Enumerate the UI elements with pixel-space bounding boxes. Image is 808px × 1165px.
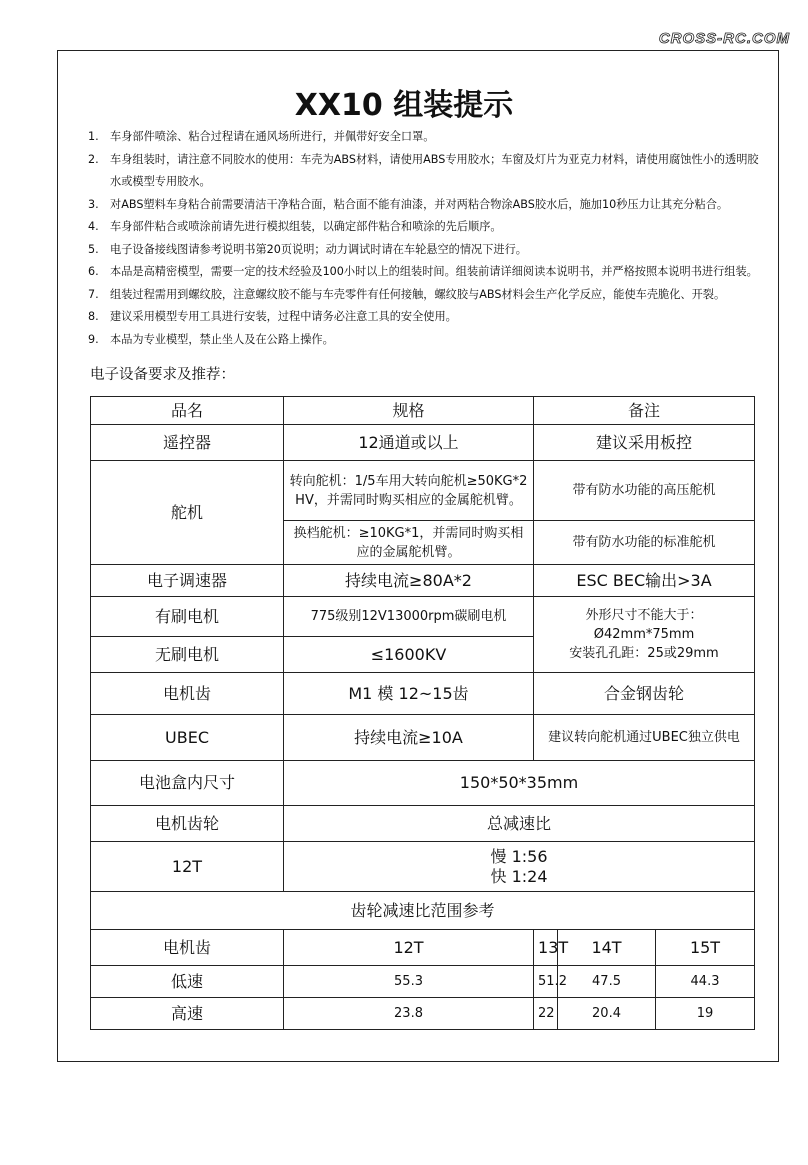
- table-row: [91, 565, 755, 597]
- item-name: UBEC: [91, 715, 284, 761]
- range-value: 47.5: [558, 966, 656, 998]
- table-row: [91, 892, 755, 930]
- assembly-notes: [88, 126, 760, 351]
- range-header-cell: 15T: [656, 930, 755, 966]
- note-item: 6. 本品是高精密模型，需要一定的技术经验及100小时以上的组装时间。组装前请详细阅读本说明书，并严格按照本说明书进行组装。: [88, 265, 758, 278]
- header-cell: 规格: [284, 397, 534, 425]
- item-name: 电机齿轮: [91, 806, 284, 842]
- table-row: [91, 425, 755, 461]
- item-name: 电池盒内尺寸: [91, 761, 284, 806]
- table-row: [91, 673, 755, 715]
- item-spec: 持续电流≥80A*2: [284, 565, 534, 597]
- range-value: 20.4: [558, 998, 656, 1030]
- range-value: 51.2: [534, 966, 558, 998]
- note-item: 2. 车身组装时，请注意不同胶水的使用：车壳为ABS材料，请使用ABS专用胶水；车窗及灯片为亚克力材料，请使用腐蚀性小的透明胶水或模型专用胶水。: [88, 152, 759, 188]
- item-spec: 持续电流≥10A: [284, 715, 534, 761]
- range-value: 23.8: [284, 998, 534, 1030]
- note-item: 4. 车身部件粘合或喷涂前请先进行模拟组装，以确定部件粘合和喷涂的先后顺序。: [88, 220, 502, 233]
- note-item: 8. 建议采用模型专用工具进行安装，过程中请务必注意工具的安全使用。: [88, 310, 457, 323]
- item-note: ESC BEC输出>3A: [534, 565, 755, 597]
- item-spec: 150*50*35mm: [284, 761, 755, 806]
- table-row: [91, 842, 755, 892]
- table-row: [91, 461, 755, 521]
- range-header-cell: 14T: [558, 930, 656, 966]
- item-name: 无刷电机: [91, 637, 284, 673]
- range-title: 齿轮减速比范围参考: [91, 892, 755, 930]
- range-value: 44.3: [656, 966, 755, 998]
- ratio-values: 慢 1:56 快 1:24: [284, 842, 755, 892]
- note-item: 1. 车身部件喷涂、粘合过程请在通风场所进行，并佩带好安全口罩。: [88, 130, 435, 143]
- table-row: [91, 806, 755, 842]
- table-row: [91, 966, 755, 998]
- item-spec: 换档舵机：≥10KG*1，并需同时购买相应的金属舵机臂。: [284, 521, 534, 565]
- table-row: [91, 761, 755, 806]
- item-spec: 775级别12V13000rpm碳刷电机: [284, 597, 534, 637]
- brand-logo: CROSS-RC.COM: [658, 30, 790, 47]
- header-cell: 品名: [91, 397, 284, 425]
- item-name: 有刷电机: [91, 597, 284, 637]
- range-value: 22: [534, 998, 558, 1030]
- item-spec: 转向舵机：1/5车用大转向舵机≥50KG*2 HV，并需同时购买相应的金属舵机臂。: [284, 461, 534, 521]
- electronics-table: [90, 396, 755, 1030]
- item-spec: 总减速比: [284, 806, 755, 842]
- item-spec: M1 模 12~15齿: [284, 673, 534, 715]
- item-name: 电子调速器: [91, 565, 284, 597]
- item-note: 合金钢齿轮: [534, 673, 755, 715]
- note-item: 5. 电子设备接线图请参考说明书第20页说明；动力调试时请在车轮悬空的情况下进行。: [88, 242, 527, 256]
- range-value: 55.3: [284, 966, 534, 998]
- page-title: XX10 组装提示: [294, 88, 514, 123]
- table-row: [91, 715, 755, 761]
- range-header-cell: 12T: [284, 930, 534, 966]
- item-note: 带有防水功能的标准舵机: [534, 521, 755, 565]
- table-row: [91, 930, 755, 966]
- range-value: 19: [656, 998, 755, 1030]
- table-row: [91, 397, 755, 425]
- note-item: 7. 组装过程需用到螺纹胶，注意螺纹胶不能与车壳零件有任何接触，螺纹胶与ABS材料会生产化学反应，能使车壳脆化、开裂。: [88, 287, 726, 301]
- header-cell: 备注: [534, 397, 755, 425]
- item-spec: 12通道或以上: [284, 425, 534, 461]
- table-row: [91, 597, 755, 637]
- item-note: 建议采用板控: [534, 425, 755, 461]
- item-name: 舵机: [91, 461, 284, 565]
- range-label: 高速: [91, 998, 284, 1030]
- table-row: [91, 998, 755, 1030]
- item-spec: ≤1600KV: [284, 637, 534, 673]
- motor-note: 外形尺寸不能大于：Ø42mm*75mm 安装孔孔距：25或29mm: [534, 597, 755, 673]
- item-name: 遥控器: [91, 425, 284, 461]
- range-header-cell: 13T: [534, 930, 558, 966]
- item-note: 建议转向舵机通过UBEC独立供电: [534, 715, 755, 761]
- item-name: 电机齿: [91, 673, 284, 715]
- electronics-heading: 电子设备要求及推荐：: [90, 367, 235, 383]
- note-item: 9. 本品为专业模型，禁止坐人及在公路上操作。: [88, 332, 334, 346]
- range-header-cell: 电机齿: [91, 930, 284, 966]
- note-item: 3. 对ABS塑料车身粘合前需要清洁干净粘合面，粘合面不能有油漆，并对两粘合物涂ABS胶水后，施加10秒压力让其充分粘合。: [88, 197, 729, 211]
- item-note: 带有防水功能的高压舵机: [534, 461, 755, 521]
- item-name: 12T: [91, 842, 284, 892]
- range-label: 低速: [91, 966, 284, 998]
